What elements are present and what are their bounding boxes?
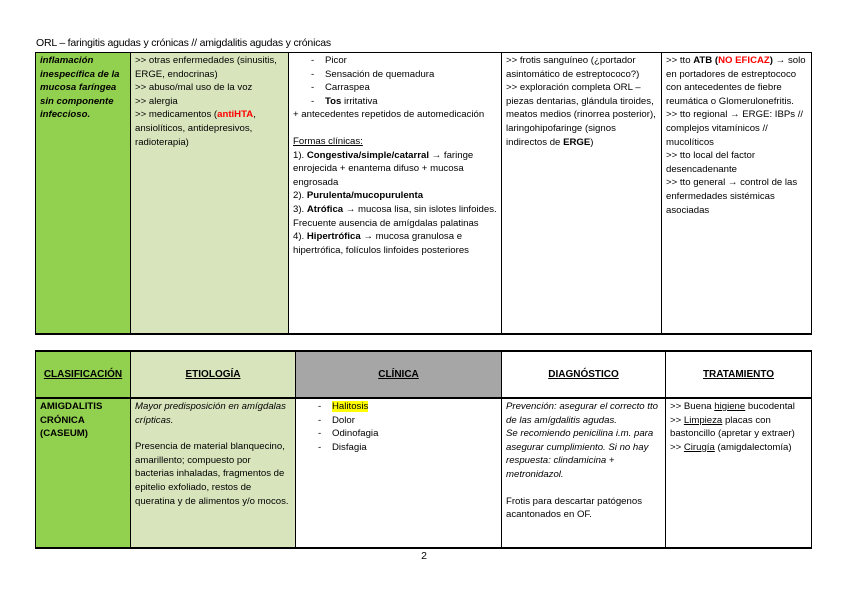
header-tratamiento: TRATAMIENTO <box>666 351 812 398</box>
diagnosis-line: Frotis para descartar patógenos acantonados en OF. <box>506 495 642 521</box>
treatment-line: >> Cirugía (amigdalectomía) <box>670 441 792 453</box>
etiology-line: Presencia de material blanquecino, amarillento; compuesto por bacterias inhaladas, fragmentos de epitelio exfoliado, restos de queratina y de alimentos y/o mocos. <box>135 441 289 507</box>
forma-item: 4). Hipertrófica → mucosa granulosa e hipertrófica, folículos linfoides posteriores <box>293 231 469 256</box>
formas-clinicas-title: Formas clínicas: <box>293 135 363 147</box>
forma-item: 3). Atrófica → mucosa lisa, sin islotes linfoides. Frecuente ausencia de amígdalas palatinas <box>293 203 497 229</box>
etiology-cell <box>131 53 289 335</box>
forma-item: 1). Congestiva/simple/catarral → faringe enrojecida + enantema difuso + mucosa engrosada <box>293 149 474 188</box>
table-row <box>36 398 812 548</box>
diagnosis-line: >> frotis sanguíneo (¿portador asintomático de estreptococo?) <box>506 55 640 80</box>
faringitis-table-continuation <box>35 52 812 335</box>
diagnosis-cell <box>502 53 662 335</box>
list-item: - Tos irritativa <box>293 95 497 109</box>
list-item: - Dolor <box>300 414 497 428</box>
clinical-cell <box>296 398 502 548</box>
etiology-line: >> alergia <box>135 95 178 107</box>
diagnosis-line: >> exploración completa ORL – piezas dentarias, glándula tiroides, meatos medios (rinorrea posterior), laringohipofaringe (signos indirectos de ERGE) <box>506 82 656 148</box>
diagnosis-line: Prevención: asegurar el correcto tto de las amígdalitis agudas. <box>506 401 658 426</box>
etiology-line: Mayor predisposición en amígdalas crípticas. <box>135 401 286 426</box>
treatment-line: >> Limpieza placas con bastoncillo (apretar y extraer) <box>670 414 795 440</box>
table-header-row <box>36 351 812 398</box>
treatment-line: >> tto regional → ERGE: IBPs // complejos vitamínicos // mucolíticos <box>666 109 804 148</box>
diagnosis-line: Se recomiendo penicilina i.m. para asegurar cumplimiento. Si no hay respuesta: clindamicina + metronidazol. <box>506 428 654 480</box>
treatment-line: >> Buena higiene bucodental <box>670 401 795 412</box>
etiology-line: >> otras enfermedades (sinusitis, ERGE, endocrinas) <box>135 55 277 80</box>
amigdalitis-cronica-table <box>35 350 812 549</box>
treatment-cell <box>662 53 812 335</box>
clinical-cell <box>289 53 502 335</box>
classification-cell: AMIGDALITIS CRÓNICA (CASEUM) <box>36 398 131 548</box>
classification-cell: inflamación inespecífica de la mucosa faríngea sin componente infeccioso. <box>36 53 131 335</box>
etiology-line: >> abuso/mal uso de la voz <box>135 82 253 94</box>
etiology-cell <box>131 398 296 548</box>
table-row <box>36 53 812 335</box>
page-number: 2 <box>421 550 427 562</box>
document-title: ORL – faringitis agudas y crónicas // amigdalitis agudas y crónicas <box>36 37 331 49</box>
list-item: - Disfagia <box>300 441 497 455</box>
treatment-line: >> tto ATB (NO EFICAZ) → solo en portadores de estreptococo con antecedentes de fiebre reumática o Glomerulonefritis. <box>666 55 806 107</box>
symptom-list <box>293 54 497 108</box>
list-item <box>300 400 497 414</box>
header-clasificacion: CLASIFICACIÓN <box>36 351 131 398</box>
treatment-cell <box>666 398 812 548</box>
treatment-line: >> tto general → control de las enfermedades sistémicas asociadas <box>666 177 798 216</box>
list-item: - Sensación de quemadura <box>293 68 497 82</box>
antihta-highlight: antiHTA <box>217 109 254 121</box>
header-diagnostico: DIAGNÓSTICO <box>502 351 666 398</box>
diagnosis-cell <box>502 398 666 548</box>
list-item: - Carraspea <box>293 81 497 95</box>
halitosis-highlight: Halitosis <box>332 401 369 412</box>
header-clinica: CLÍNICA <box>296 351 502 398</box>
antecedentes-text: + antecedentes repetidos de automedicación <box>293 109 485 121</box>
etiology-line: >> medicamentos (antiHTA, ansiolíticos, antidepresivos, radioterapia) <box>135 109 256 148</box>
forma-item: 2). Purulenta/mucopurulenta <box>293 190 424 202</box>
list-item: - Odinofagia <box>300 427 497 441</box>
symptom-list <box>300 400 497 454</box>
list-item: - Picor <box>293 54 497 68</box>
no-eficaz-highlight: NO EFICAZ <box>718 55 770 66</box>
header-etiologia: ETIOLOGÍA <box>131 351 296 398</box>
treatment-line: >> tto local del factor desencadenante <box>666 150 756 175</box>
